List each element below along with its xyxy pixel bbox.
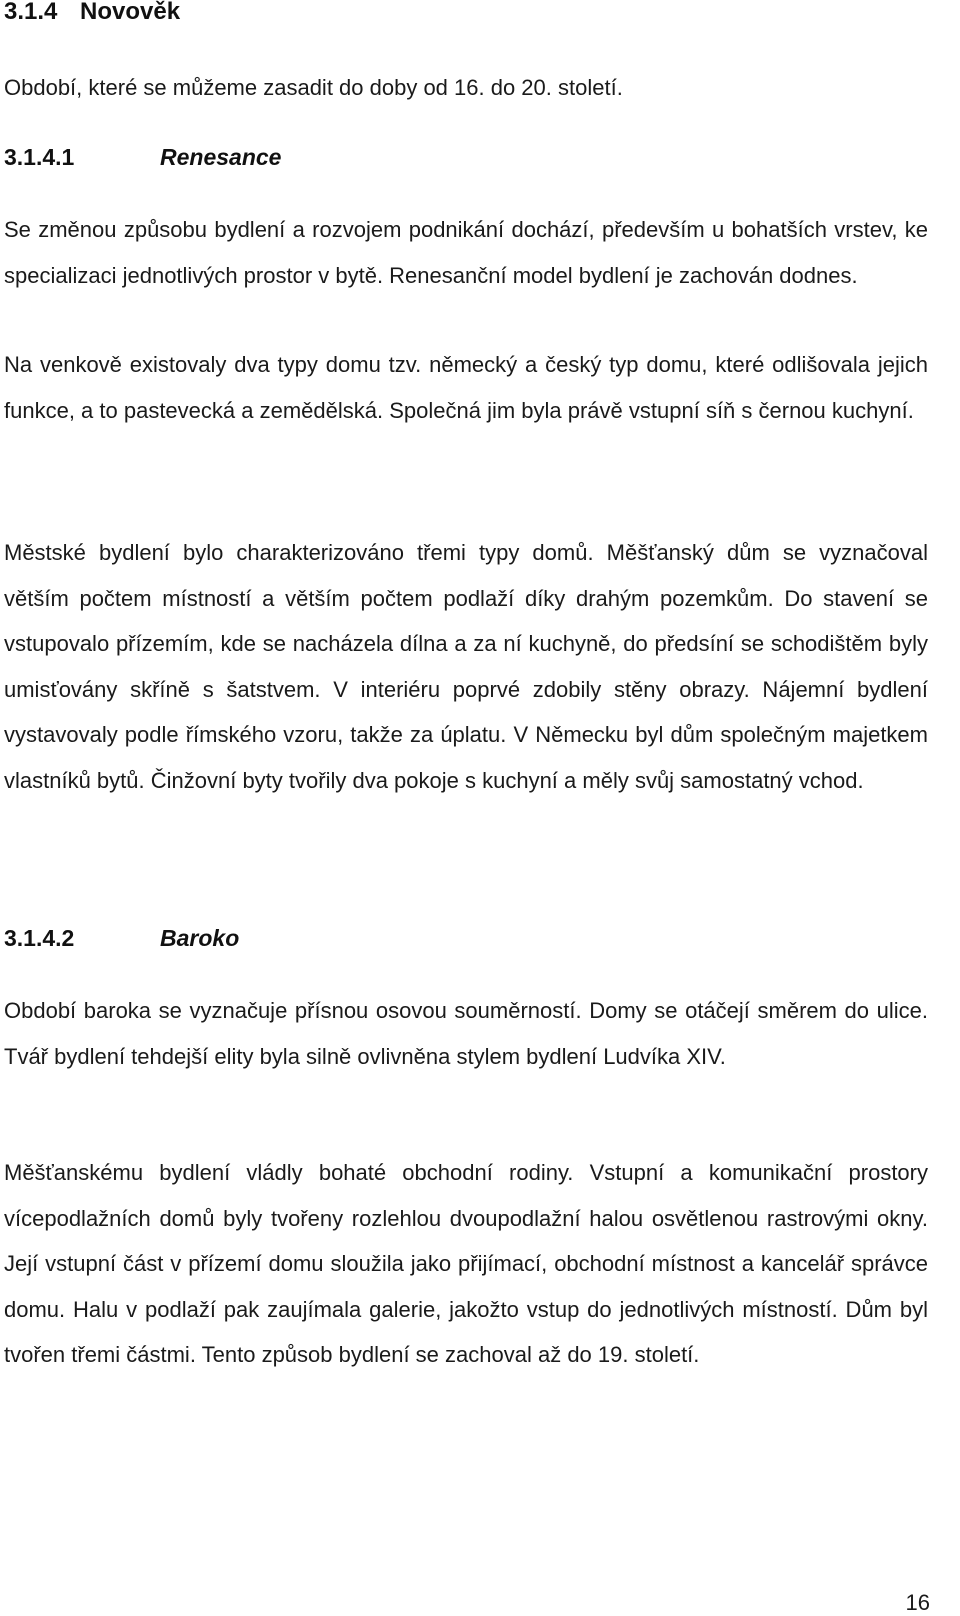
subsection-title: Renesance — [160, 144, 282, 170]
subsection-number: 3.1.4.2 — [4, 925, 75, 951]
paragraph-renesance-3: Městské bydlení bylo charakterizováno třemi typy domů. Měšťanský dům se vyznačoval větším počtem místností a větším počtem podlaží díky drahým pozemkům. Do stavení se vstupovalo přízemím, kde se nacházela dílna a za ní kuchyně, do předsíní se schodištěm byly umisťovány skříně s šatstvem. V interiéru poprvé zdobily stěny obrazy. Nájemní bydlení vystavovaly podle římského vzoru, takže za úplatu. V Německu byl dům společným majetkem vlastníků bytů. Činžovní byty tvořily dva pokoje s kuchyní a měly svůj samostatný vchod. — [4, 540, 928, 793]
intro-paragraph: Období, které se můžeme zasadit do doby od 16. do 20. století. — [4, 75, 623, 100]
subsection-title: Baroko — [160, 925, 240, 951]
subsection-heading-renesance — [4, 144, 281, 171]
section-number: 3.1.4 — [4, 0, 58, 25]
subsection-number: 3.1.4.1 — [4, 144, 75, 170]
page-number: 16 — [905, 1590, 930, 1615]
paragraph-renesance-1: Se změnou způsobu bydlení a rozvojem podnikání dochází, především u bohatších vrstev, ke specializaci jednotlivých prostor v bytě. Renesanční model bydlení je zachován dodnes. — [4, 217, 928, 288]
paragraph-baroko-1: Období baroka se vyznačuje přísnou osovou souměrností. Domy se otáčejí směrem do ulice. Tvář bydlení tehdejší elity byla silně ovlivněna stylem bydlení Ludvíka XIV. — [4, 998, 928, 1069]
paragraph-baroko-2: Měšťanskému bydlení vládly bohaté obchodní rodiny. Vstupní a komunikační prostory vícepodlažních domů byly tvořeny rozlehlou dvoupodlažní halou osvětlenou rastrovými okny. Její vstupní část v přízemí domu sloužila jako přijímací, obchodní místnost a kancelář správce domu. Halu v podlaží pak zaujímala galerie, jakožto vstup do jednotlivých místností. Dům byl tvořen třemi částmi. Tento způsob bydlení se zachoval až do 19. století. — [4, 1160, 928, 1367]
section-title: Novověk — [80, 0, 181, 25]
paragraph-renesance-2: Na venkově existovaly dva typy domu tzv. německý a český typ domu, které odlišovala jejich funkce, a to pastevecká a zemědělská. Společná jim byla právě vstupní síň s černou kuchyní. — [4, 352, 928, 423]
subsection-heading-baroko — [4, 925, 239, 952]
section-heading — [4, 0, 180, 26]
